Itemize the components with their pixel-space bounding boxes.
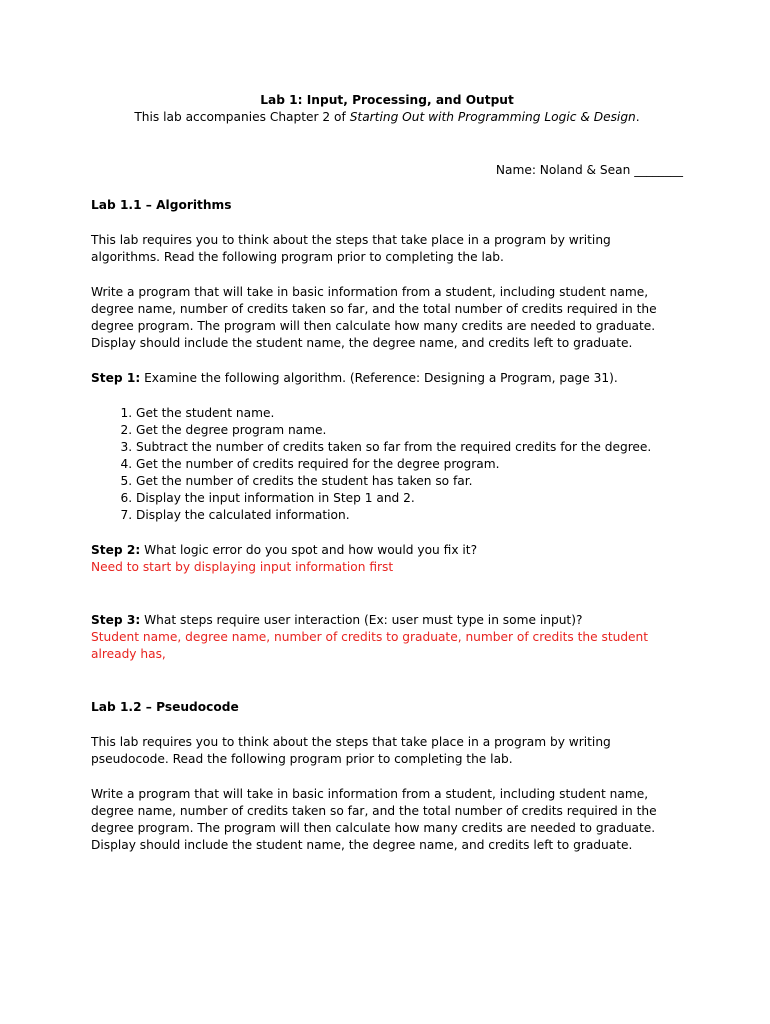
subtitle-suffix: . [635, 110, 640, 124]
lab-1-2-description: Write a program that will take in basic information from a student, including student name, degree name, number of credits taken so far, and the total number of credits required in the degree program. The program will then calculate how many credits are needed to graduate. Display should include the student name, the degree name, and credits left to graduate. [91, 787, 657, 852]
algorithm-step: 7. Display the calculated information. [136, 507, 683, 524]
step-1-text: Examine the following algorithm. (Reference: Designing a Program, page 31). [140, 371, 618, 385]
step-2-answer: Need to start by displaying input information first [91, 560, 394, 574]
algorithm-step: 4. Get the number of credits required for the degree program. [136, 456, 683, 473]
lab-1-2-heading: Lab 1.2 – Pseudocode [91, 700, 239, 714]
step-3 [91, 612, 683, 663]
algorithm-step: 3. Subtract the number of credits taken so far from the required credits for the degree. [136, 439, 683, 456]
algorithm-step: 2. Get the degree program name. [136, 422, 683, 439]
document-subtitle [91, 109, 683, 126]
step-2-label: Step 2: [91, 543, 141, 557]
step-2-text: What logic error do you spot and how would you fix it? [140, 543, 478, 557]
algorithm-step: 1. Get the student name. [136, 405, 683, 422]
algorithm-step: 5. Get the number of credits the student has taken so far. [136, 473, 683, 490]
step-2 [91, 542, 683, 576]
step-1-label: Step 1: [91, 371, 141, 385]
student-name-line: Name: Noland & Sean ________ [495, 163, 683, 177]
lab-1-2-intro: This lab requires you to think about the steps that take place in a program by writing pseudocode. Read the following program prior to completing the lab. [91, 735, 611, 766]
subtitle-book-title: Starting Out with Programming Logic & Design [349, 110, 636, 124]
document-title: Lab 1: Input, Processing, and Output [260, 93, 514, 107]
subtitle-prefix: This lab accompanies Chapter 2 of [134, 110, 350, 124]
lab-1-1-heading: Lab 1.1 – Algorithms [91, 198, 232, 212]
document-page [91, 92, 683, 854]
algorithm-step: 6. Display the input information in Step 1 and 2. [136, 490, 683, 507]
step-1 [91, 370, 683, 387]
step-3-answer: Student name, degree name, number of credits to graduate, number of credits the student already has, [91, 630, 649, 661]
algorithm-list [91, 405, 683, 524]
lab-1-1-description: Write a program that will take in basic information from a student, including student name, degree name, number of credits taken so far, and the total number of credits required in the degree program. The program will then calculate how many credits are needed to graduate. Display should include the student name, the degree name, and credits left to graduate. [91, 285, 657, 350]
step-3-label: Step 3: [91, 613, 141, 627]
step-3-text: What steps require user interaction (Ex: user must type in some input)? [140, 613, 583, 627]
lab-1-1-intro: This lab requires you to think about the steps that take place in a program by writing algorithms. Read the following program prior to completing the lab. [91, 233, 611, 264]
